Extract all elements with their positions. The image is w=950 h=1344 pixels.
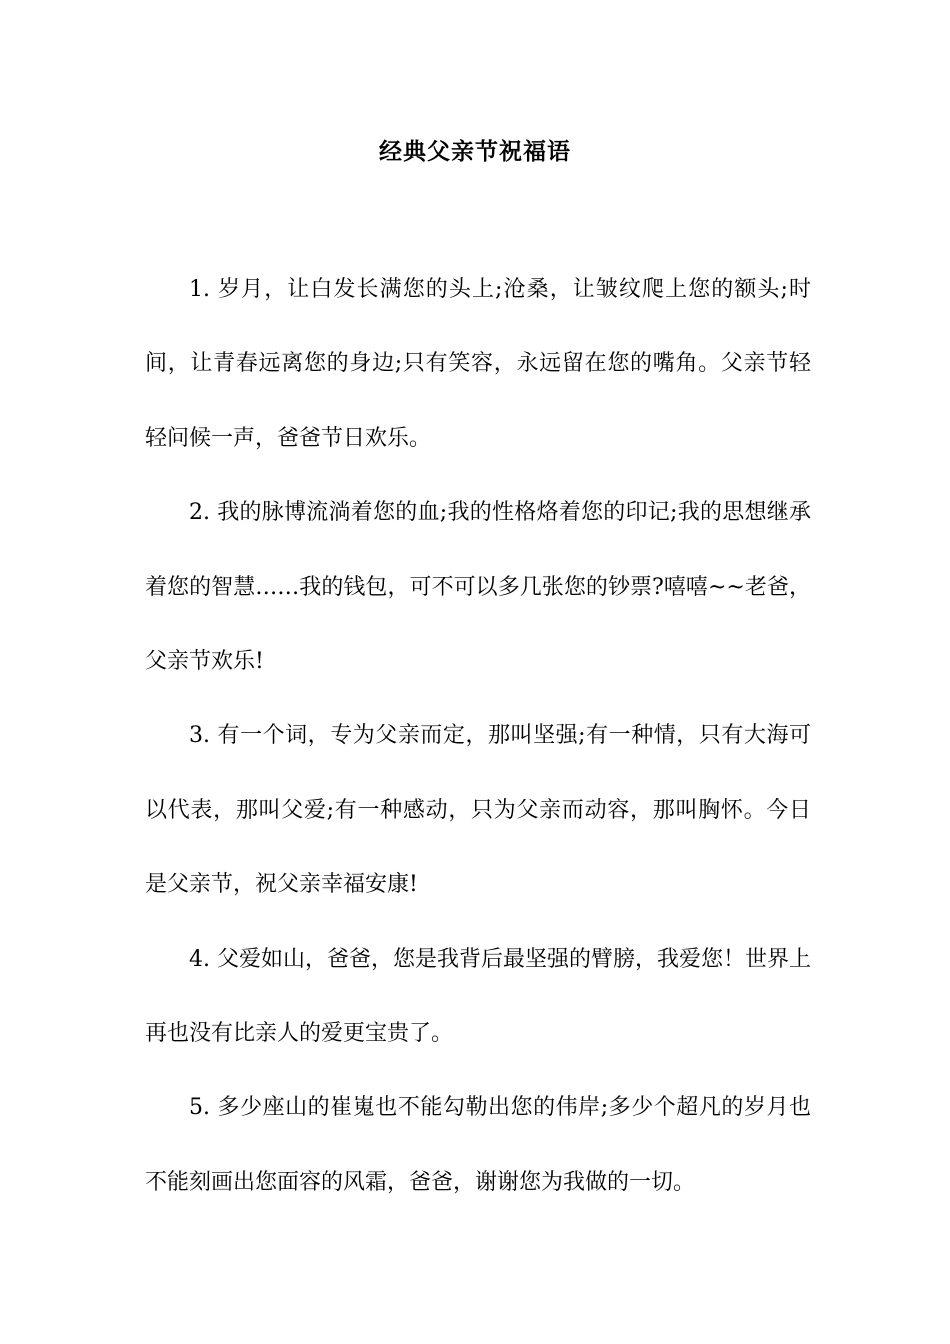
document-body (145, 253, 811, 1220)
paragraph-1: 1. 岁月，让白发长满您的头上;沧桑，让皱纹爬上您的额头;时间，让青春远离您的身边;只有笑容，永远留在您的嘴角。父亲节轻轻问候一声，爸爸节日欢乐。 (145, 277, 811, 451)
document-title: 经典父亲节祝福语 (379, 138, 571, 165)
paragraph-4: 4. 父爱如山，爸爸，您是我背后最坚强的臂膀，我爱您！世界上再也没有比亲人的爱更宝贵了。 (145, 946, 811, 1047)
paragraph-2: 2. 我的脉博流淌着您的血;我的性格烙着您的印记;我的思想继承着您的智慧……我的钱包，可不可以多几张您的钞票?嘻嘻~~老爸，父亲节欢乐! (145, 500, 811, 675)
paragraph-5: 5. 多少座山的崔嵬也不能勾勒出您的伟岸;多少个超凡的岁月也不能刻画出您面容的风霜，爸爸，谢谢您为我做的一切。 (145, 1095, 811, 1195)
paragraph-3: 3. 有一个词，专为父亲而定，那叫坚强;有一种情，只有大海可以代表，那叫父爱;有一种感动，只为父亲而动容，那叫胸怀。今日是父亲节，祝父亲幸福安康! (145, 723, 811, 898)
